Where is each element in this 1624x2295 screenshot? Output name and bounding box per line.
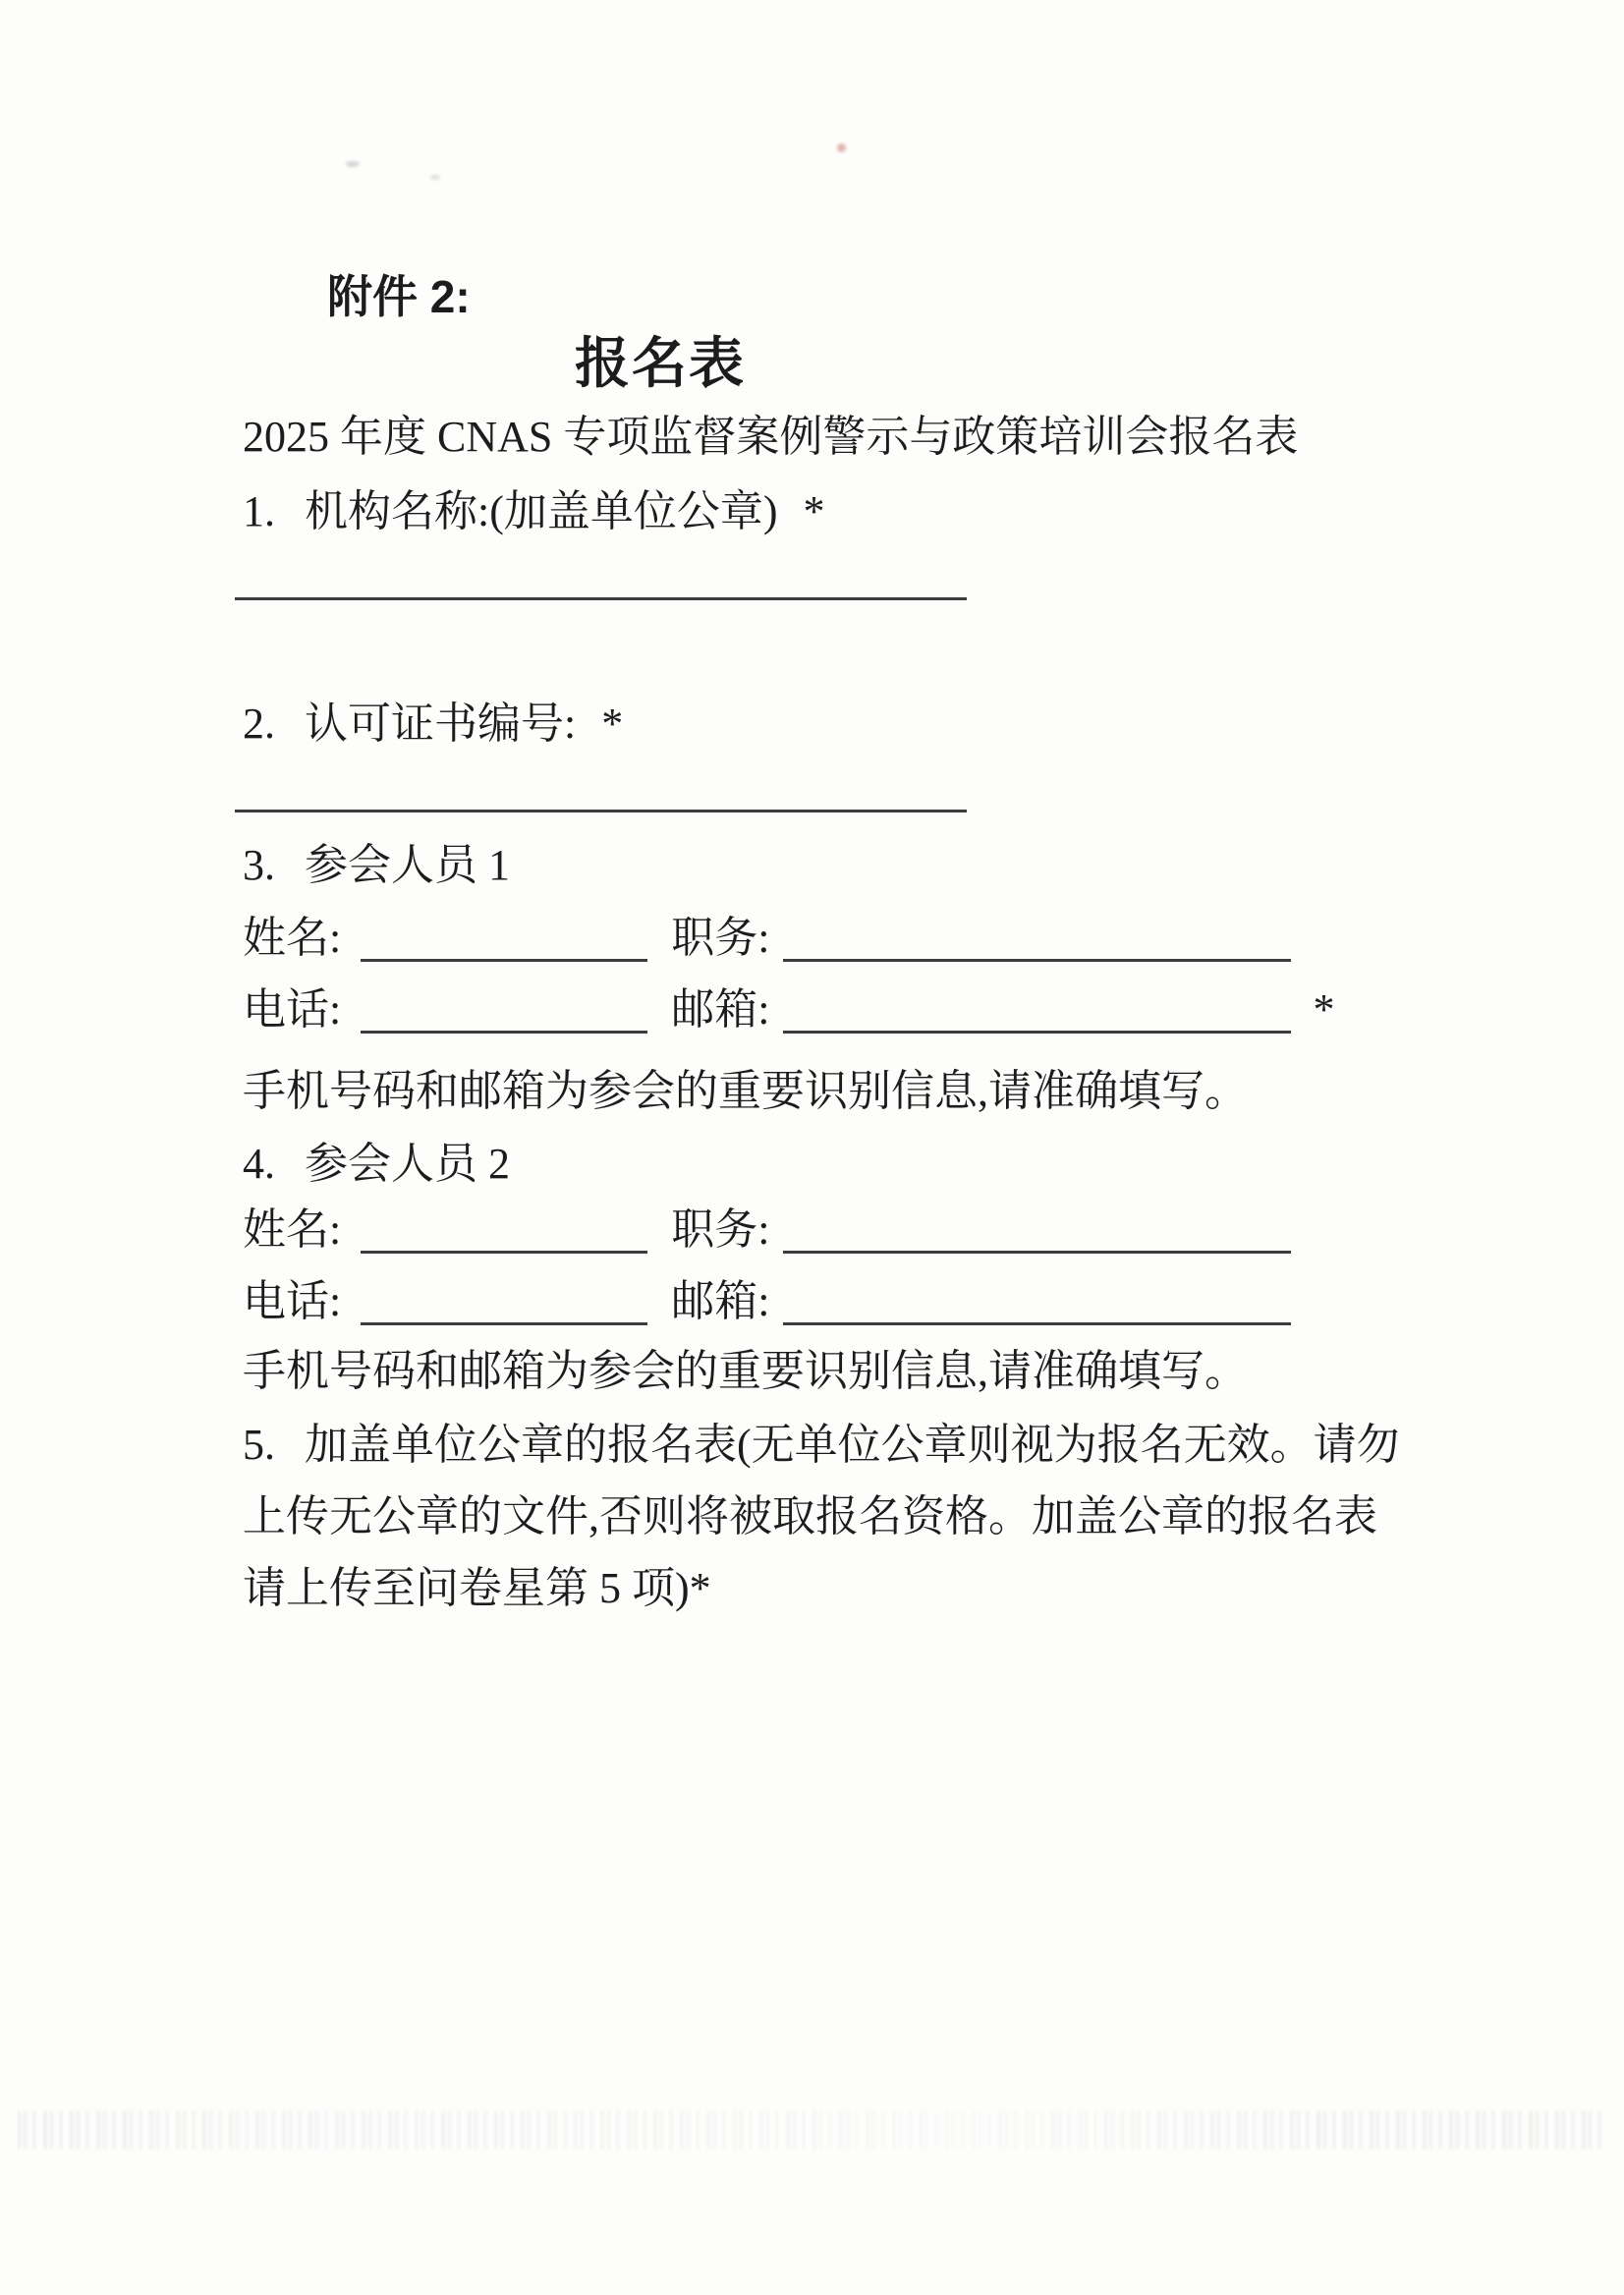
- form-heading: 2025 年度 CNAS 专项监督案例警示与政策培训会报名表: [243, 413, 1299, 461]
- attendee2-email-blank-line: [783, 1322, 1291, 1325]
- attendee1-title-label: 职务:: [671, 914, 770, 962]
- stamp-instruction-line-3: 请上传至问卷星第 5 项)*: [243, 1564, 711, 1612]
- cert-no-line: [243, 700, 623, 749]
- cert-no-required-asterisk: *: [601, 700, 624, 748]
- item2-number: 2.: [243, 700, 275, 748]
- attendee2-email-label: 邮箱:: [671, 1277, 770, 1325]
- attendee2-heading: [243, 1140, 510, 1189]
- attendee1-required-asterisk: *: [1313, 985, 1335, 1034]
- stamp-instruction-text-1: 加盖单位公章的报名表(无单位公章则视为报名无效。请勿: [305, 1421, 1400, 1469]
- attendee2-phone-blank-line: [361, 1322, 647, 1325]
- attendee1-phone-label: 电话:: [243, 985, 342, 1034]
- org-name-blank-line: [235, 597, 967, 600]
- attendee1-title-blank-line: [783, 959, 1291, 962]
- item1-number: 1.: [243, 487, 275, 535]
- attendee2-name-row: [243, 1205, 1291, 1255]
- item5-number: 5.: [243, 1421, 275, 1469]
- attendee1-heading: [243, 841, 510, 890]
- attendee2-contact-row: [243, 1277, 1291, 1326]
- attendee1-note: 手机号码和邮箱为参会的重要识别信息,请准确填写。: [243, 1067, 1248, 1115]
- org-name-required-asterisk: *: [803, 487, 825, 535]
- scan-speck-gray: [430, 175, 440, 180]
- cert-no-blank-line: [235, 810, 967, 812]
- attendee1-email-blank-line: [783, 1031, 1291, 1034]
- scan-bleed-through-band: [18, 2110, 1604, 2150]
- org-name-line: [243, 487, 825, 536]
- attendee1-name-row: [243, 914, 1291, 963]
- attendee2-label: 参会人员 2: [305, 1140, 510, 1188]
- stamp-instruction-line-1: [243, 1421, 1400, 1470]
- form-title: 报名表: [575, 332, 746, 394]
- attendee2-phone-label: 电话:: [243, 1277, 342, 1325]
- attachment-label: 附件 2:: [327, 271, 471, 322]
- scan-speck-red: [837, 143, 846, 152]
- attendee1-email-label: 邮箱:: [671, 985, 770, 1034]
- org-name-label: 机构名称:(加盖单位公章): [305, 487, 778, 535]
- attendee1-name-blank-line: [361, 959, 647, 962]
- scan-speck-gray: [346, 161, 360, 167]
- item4-number: 4.: [243, 1140, 275, 1188]
- attendee1-label: 参会人员 1: [305, 841, 510, 889]
- stamp-instruction-line-2: 上传无公章的文件,否则将被取报名资格。加盖公章的报名表: [243, 1492, 1377, 1540]
- attendee2-note: 手机号码和邮箱为参会的重要识别信息,请准确填写。: [243, 1347, 1248, 1395]
- attendee2-name-label: 姓名:: [243, 1205, 342, 1254]
- attendee2-title-blank-line: [783, 1251, 1291, 1254]
- item3-number: 3.: [243, 841, 275, 889]
- attendee1-phone-blank-line: [361, 1031, 647, 1034]
- attendee2-title-label: 职务:: [671, 1205, 770, 1254]
- attendee1-name-label: 姓名:: [243, 914, 342, 962]
- attendee1-contact-row: [243, 985, 1334, 1035]
- attendee2-name-blank-line: [361, 1251, 647, 1254]
- cert-no-label: 认可证书编号:: [305, 700, 577, 748]
